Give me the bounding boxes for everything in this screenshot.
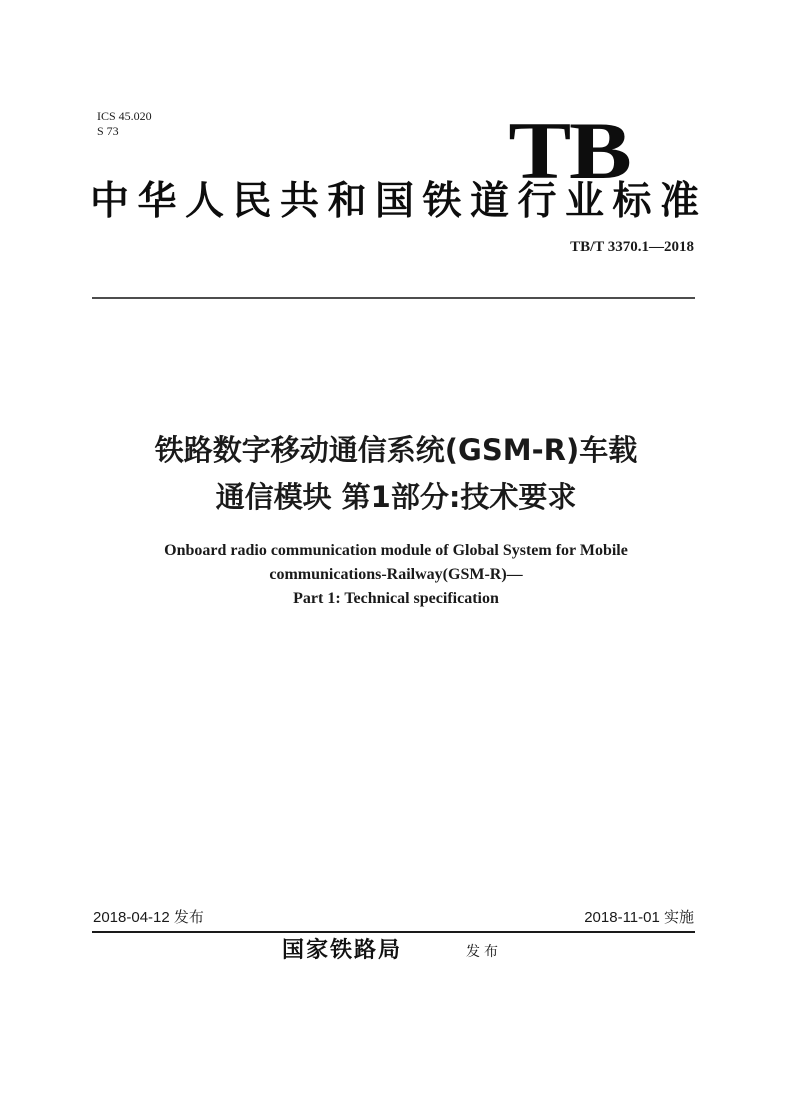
issue-date: 2018-04-12 发布: [93, 909, 204, 926]
english-title-line-2: communications-Railway(GSM-R)—: [269, 566, 523, 583]
ics-code: ICS 45.020: [97, 109, 152, 123]
chinese-title-line-2: 通信模块 第1部分:技术要求: [215, 480, 577, 514]
header-divider: [92, 297, 695, 299]
footer-divider: [92, 931, 695, 933]
implementation-date: 2018-11-01 实施: [584, 909, 694, 926]
english-title-line-1: Onboard radio communication module of Global System for Mobile: [164, 542, 628, 559]
chinese-title-line-1: 铁路数字移动通信系统(GSM-R)车载: [154, 433, 638, 467]
standard-number: TB/T 3370.1—2018: [570, 239, 694, 255]
standard-category-title: 中华人民共和国铁道行业标准: [90, 178, 700, 224]
issuer-action-label: 发布: [466, 944, 502, 960]
tb-logo: TB: [508, 105, 630, 196]
ccs-code: S 73: [97, 124, 119, 138]
issuing-authority: 国家铁路局: [282, 937, 403, 963]
english-title-line-3: Part 1: Technical specification: [293, 590, 499, 607]
